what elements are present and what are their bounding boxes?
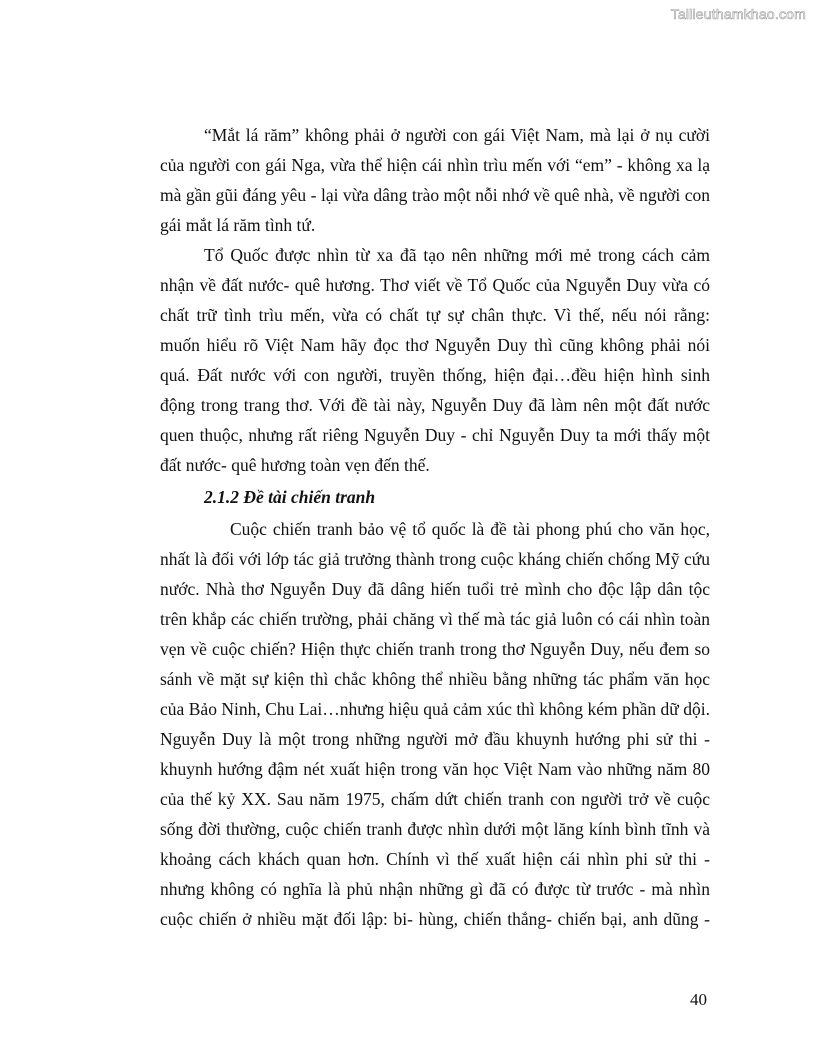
text-line: Tổ Quốc được nhìn từ xa đã tạo nên những mới mẻ trong cách cảm xyxy=(204,245,710,265)
text-line: sánh về mặt sự kiện thì chắc không thể nhiều bằng những tác phẩm văn học xyxy=(160,669,710,689)
text-line: khuynh hướng đậm nét xuất hiện trong văn học Việt Nam vào những năm 80 xyxy=(160,759,710,779)
text-line: động trong trang thơ. Với đề tài này, Nguyễn Duy đã làm nên một đất nước xyxy=(160,395,710,415)
text-line: của thế kỷ XX. Sau năm 1975, chấm dứt chiến tranh con người trở về cuộc xyxy=(160,789,710,809)
text-line: nước. Nhà thơ Nguyễn Duy đã dâng hiến tuổi trẻ mình cho độc lập dân tộc xyxy=(160,579,710,599)
text-line: cuộc chiến ở nhiều mặt đối lập: bi- hùng, chiến thắng- chiến bại, anh dũng - xyxy=(160,909,710,929)
text-line: của người con gái Nga, vừa thể hiện cái nhìn trìu mến với “em” - không xa lạ xyxy=(160,155,710,175)
text-line: nhất là đối với lớp tác giả trưởng thành trong cuộc kháng chiến chống Mỹ cứu xyxy=(160,549,710,569)
text-line: của Bảo Ninh, Chu Lai…nhưng hiệu quả cảm xúc thì không kém phần dữ dội. xyxy=(160,699,710,719)
paragraph xyxy=(160,240,710,480)
page-body xyxy=(160,120,710,934)
text-line: chất trữ tình trìu mến, vừa có chất tự sự chân thực. Vì thế, nếu nói rằng: xyxy=(160,305,710,325)
text-line: muốn hiểu rõ Việt Nam hãy đọc thơ Nguyễn Duy thì cũng không phải nói xyxy=(160,335,710,355)
paragraph xyxy=(160,514,710,934)
text-line: quen thuộc, nhưng rất riêng Nguyễn Duy - chỉ Nguyễn Duy ta mới thấy một xyxy=(160,425,710,445)
text-line: mà gần gũi đáng yêu - lại vừa dâng trào một nỗi nhớ về quê nhà, về người con xyxy=(160,185,710,205)
paragraph xyxy=(160,120,710,240)
page-number: 40 xyxy=(690,990,707,1009)
section-heading: 2.1.2 Đề tài chiến tranh xyxy=(204,487,376,507)
text-line: “Mắt lá răm” không phải ở người con gái Việt Nam, mà lại ở nụ cười xyxy=(204,125,710,145)
text-line: sống đời thường, cuộc chiến tranh được nhìn dưới một lăng kính bình tĩnh và xyxy=(160,819,710,839)
text-line: Nguyễn Duy là một trong những người mở đầu khuynh hướng phi sử thi - xyxy=(160,729,710,749)
text-line: nhận về đất nước- quê hương. Thơ viết về Tổ Quốc của Nguyễn Duy vừa có xyxy=(160,275,710,295)
text-line: trên khắp các chiến trường, phải chăng vì thế mà tác giả luôn có cái nhìn toàn xyxy=(160,609,710,629)
text-line: gái mắt lá răm tình tứ. xyxy=(160,215,316,235)
text-line: Cuộc chiến tranh bảo vệ tổ quốc là đề tài phong phú cho văn học, xyxy=(230,519,710,539)
watermark-text: Tailieuthamkhao.com xyxy=(670,6,806,22)
text-line: khoảng cách khách quan hơn. Chính vì thế xuất hiện cái nhìn phi sử thi - xyxy=(160,849,710,869)
text-line: quá. Đất nước với con người, truyền thống, hiện đại…đều hiện hình sinh xyxy=(160,365,710,385)
text-line: vẹn về cuộc chiến? Hiện thực chiến tranh trong thơ Nguyễn Duy, nếu đem so xyxy=(160,639,710,659)
text-line: đất nước- quê hương toàn vẹn đến thế. xyxy=(160,455,430,475)
text-line: nhưng không có nghĩa là phủ nhận những gì đã có được từ trước - mà nhìn xyxy=(160,879,710,899)
